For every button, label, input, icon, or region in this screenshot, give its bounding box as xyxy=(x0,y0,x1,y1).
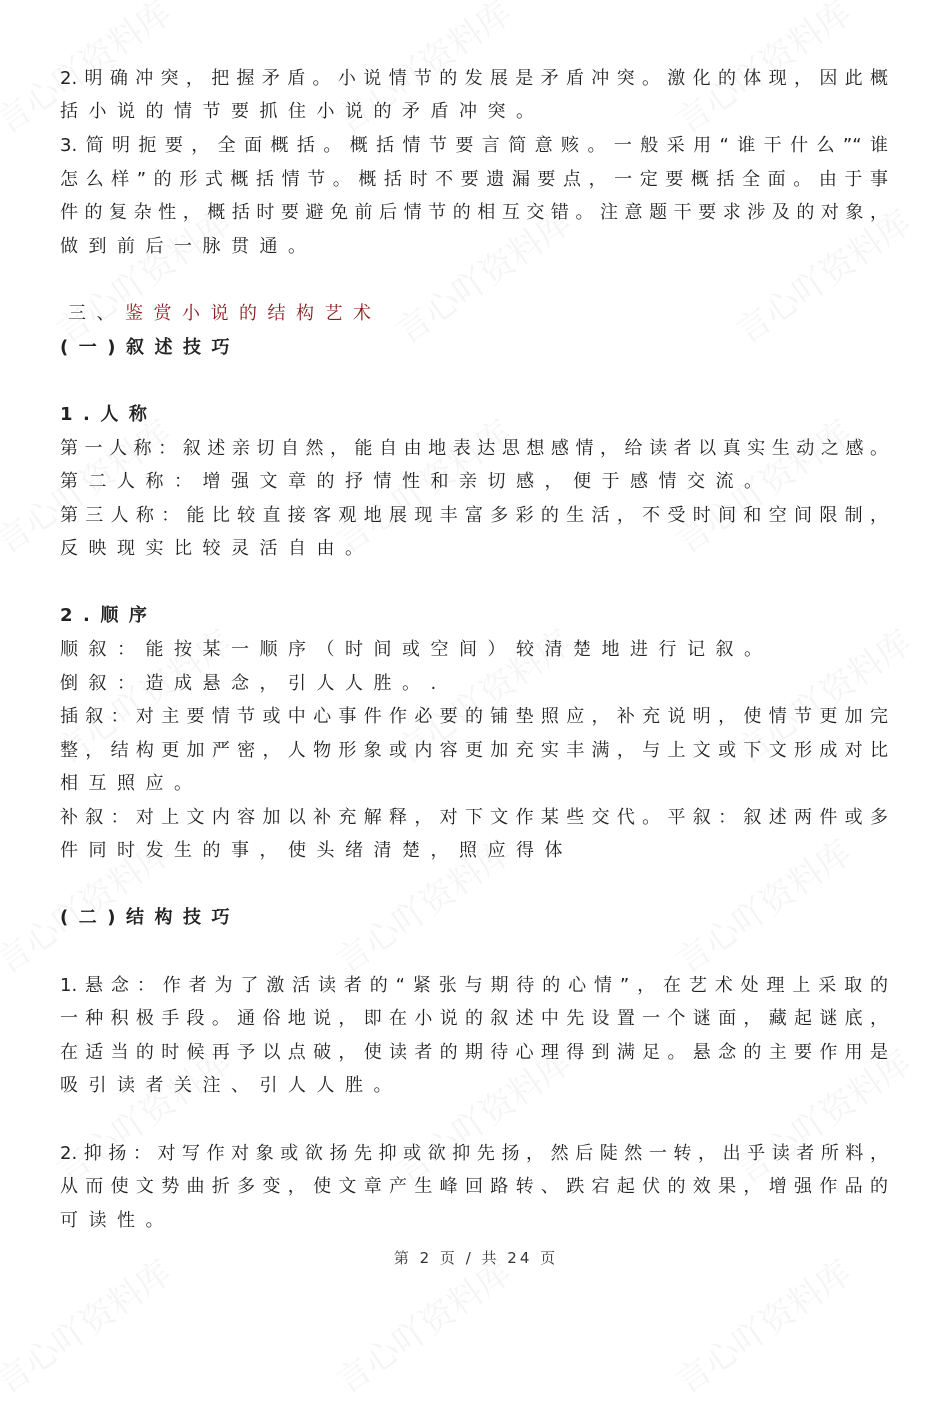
text-line: 2.抑扬：对写作对象或欲扬先抑或欲抑先扬，然后陡然一转，出乎读者所料， xyxy=(60,1143,888,1164)
text-line: 1.悬念：作者为了激活读者的“紧张与期待的心情”，在艺术处理上采取的 xyxy=(60,975,888,996)
text-line: 反映现实比较灵活自由。 xyxy=(60,538,374,559)
text-line: 件同时发生的事，使头绪清楚，照应得体 xyxy=(60,840,573,861)
watermark-text xyxy=(324,1246,519,1403)
text-line: 怎么样”的形式概括情节。概括时不要遗漏要点，一定要概括全面。由于事 xyxy=(60,169,888,190)
section-number: 三、 xyxy=(68,303,125,324)
text-line: 吸引读者关注、引人人胜。 xyxy=(60,1075,402,1096)
watermark-text xyxy=(0,1246,180,1403)
text-line: 在适当的时候再予以点破，使读者的期待心理得到满足。悬念的主要作用是 xyxy=(60,1042,888,1063)
watermark-text xyxy=(664,1246,859,1403)
text-line: 件的复杂性，概括时要避免前后情节的相互交错。注意题干要求涉及的对象， xyxy=(60,202,888,223)
text-line: 2.明确冲突，把握矛盾。小说情节的发展是矛盾冲突。激化的体现，因此概 xyxy=(60,68,888,89)
text-line: 可读性。 xyxy=(60,1210,174,1231)
text-line: 第三人称：能比较直接客观地展现丰富多彩的生活，不受时间和空间限制， xyxy=(60,505,888,526)
text-line: 整，结构更加严密，人物形象或内容更加充实丰满，与上文或下文形成对比 xyxy=(60,740,888,761)
text-line: 第一人称：叙述亲切自然，能自由地表达思想感情，给读者以真实生动之感。 xyxy=(60,438,888,459)
text-line: 顺叙：能按某一顺序（时间或空间）较清楚地进行记叙。 xyxy=(60,639,773,660)
text-line: (一)叙述技巧 xyxy=(60,337,240,358)
text-line: 括小说的情节要抓住小说的矛盾冲突。 xyxy=(60,101,545,122)
page-footer: 第 2 页 / 共 24 页 xyxy=(393,1249,559,1267)
text-line: 从而使文势曲折多变，使文章产生峰回路转、跌宕起伏的效果，增强作品的 xyxy=(60,1176,888,1197)
text-line: 做到前后一脉贯通。 xyxy=(60,236,317,257)
text-line: 一种积极手段。通俗地说，即在小说的叙述中先设置一个谜面，藏起谜底， xyxy=(60,1008,888,1029)
text-line: 1.人称 xyxy=(60,404,158,425)
section-heading xyxy=(68,302,896,326)
text-line: (二)结构技巧 xyxy=(60,907,240,928)
text-line: 3.简明扼要，全面概括。概括情节要言简意赅。一般采用“谁干什么”“谁 xyxy=(60,135,888,156)
text-line: 插叙：对主要情节或中心事件作必要的铺垫照应，补充说明，使情节更加完 xyxy=(60,706,888,727)
text-line: 2.顺序 xyxy=(60,605,158,626)
text-line: 第二人称：增强文章的抒情性和亲切感，便于感情交流。 xyxy=(60,471,773,492)
text-line: 相互照应。 xyxy=(60,773,203,794)
section-title: 鉴赏小说的结构艺术 xyxy=(125,303,382,324)
text-line: 补叙：对上文内容加以补充解释，对下文作某些交代。平叙：叙述两件或多 xyxy=(60,807,888,828)
text-line: 倒叙：造成悬念，引人人胜。. xyxy=(60,673,447,694)
